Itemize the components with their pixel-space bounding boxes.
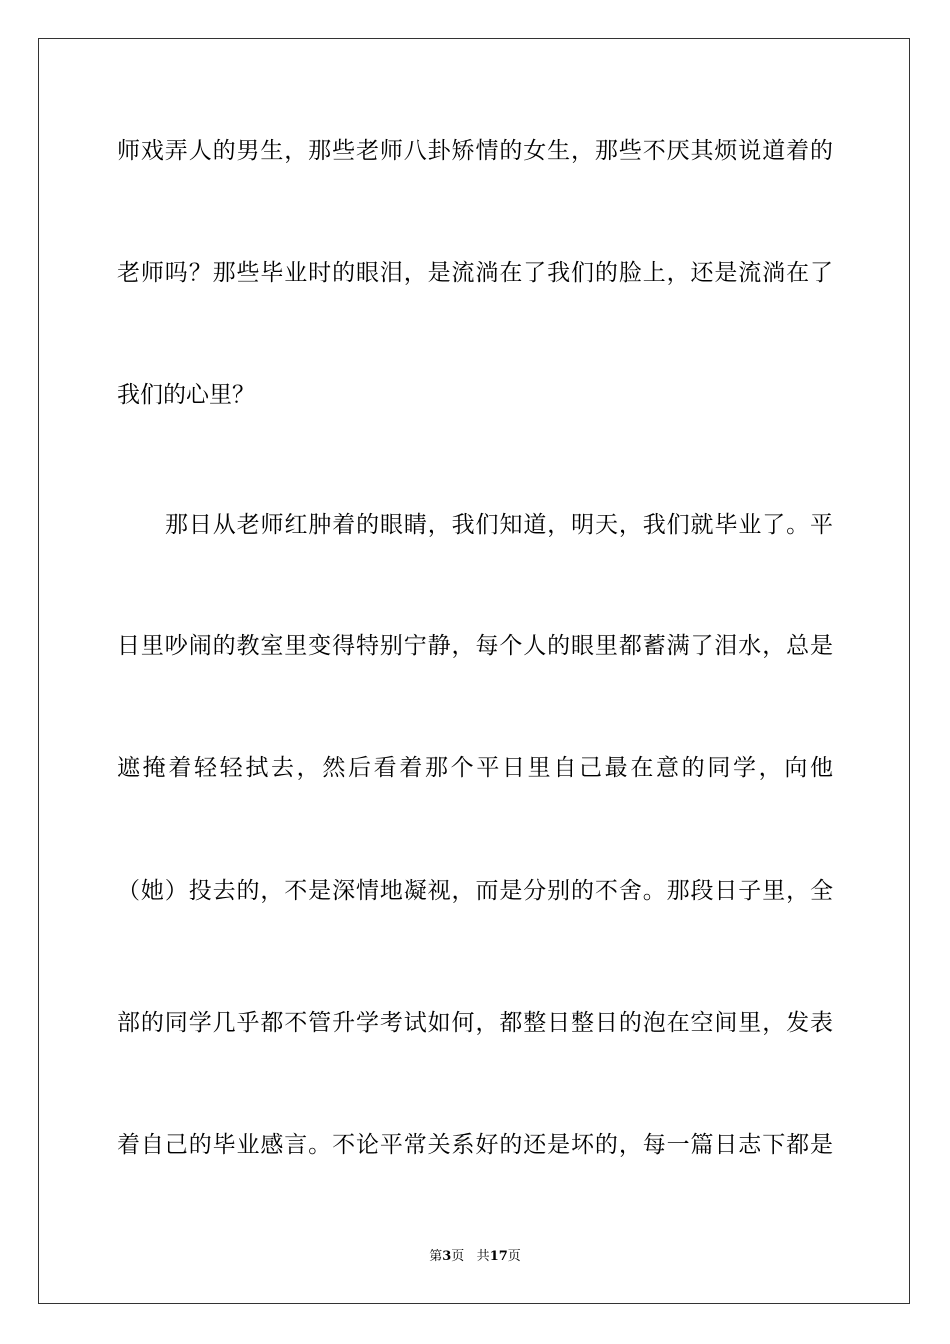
body-line-2: 老师吗？那些毕业时的眼泪，是流淌在了我们的脸上，还是流淌在了 [117, 260, 833, 286]
body-line-7: （她）投去的，不是深情地凝视，而是分别的不舍。那段日子里，全 [117, 878, 833, 904]
body-line-6: 遮掩着轻轻拭去，然后看着那个平日里自己最在意的同学，向他 [117, 755, 833, 781]
footer-page-total: 17 [489, 1249, 508, 1264]
footer-page-current: 3 [442, 1249, 452, 1264]
footer-page-suffix: 页 [451, 1249, 465, 1264]
body-line-1: 师戏弄人的男生，那些老师八卦矫情的女生，那些不厌其烦说道着的 [117, 138, 833, 164]
body-line-9: 着自己的毕业感言。不论平常关系好的还是坏的，每一篇日志下都是 [117, 1132, 833, 1158]
body-line-4: 那日从老师红肿着的眼睛，我们知道，明天，我们就毕业了。平 [165, 512, 833, 538]
footer-total-prefix: 共 [476, 1249, 490, 1264]
body-line-5: 日里吵闹的教室里变得特别宁静，每个人的眼里都蓄满了泪水，总是 [117, 633, 833, 659]
page-footer [0, 1248, 950, 1266]
body-line-8: 部的同学几乎都不管升学考试如何，都整日整日的泡在空间里，发表 [117, 1010, 833, 1036]
body-line-3: 我们的心里？ [117, 382, 255, 408]
footer-page-prefix: 第 [429, 1249, 443, 1264]
page-border [38, 38, 910, 1304]
footer-total-suffix: 页 [507, 1249, 521, 1264]
